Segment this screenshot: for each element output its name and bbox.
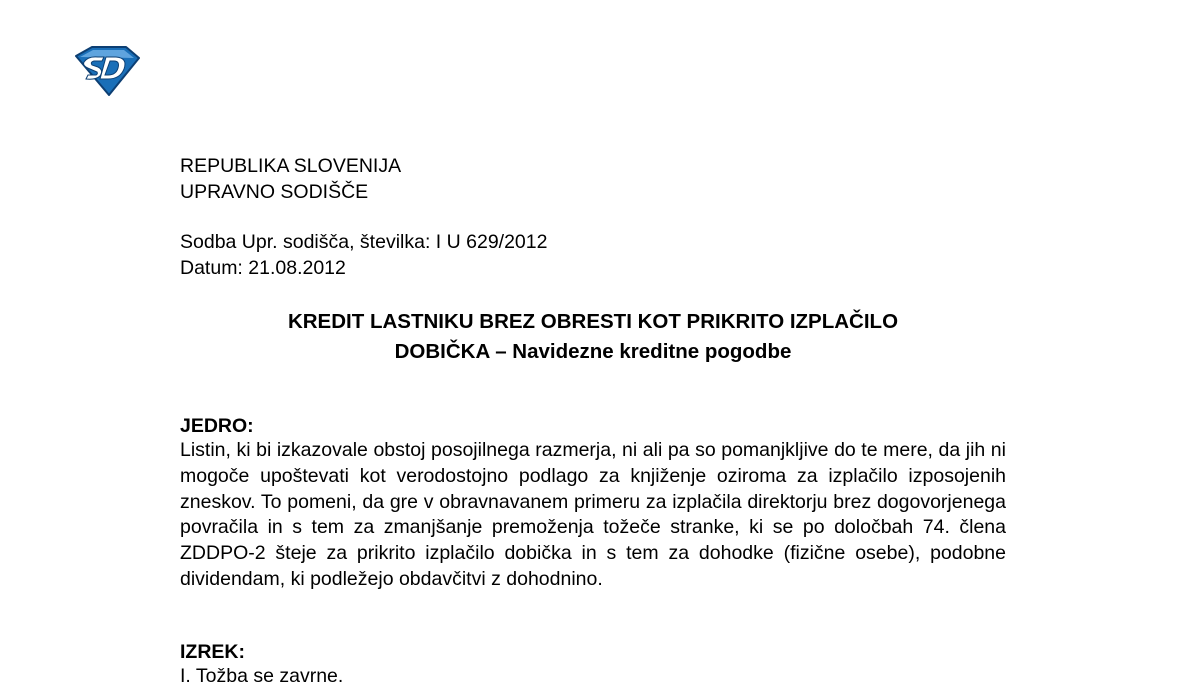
court-name: UPRAVNO SODIŠČE: [180, 181, 369, 203]
izrek-heading: IZREK:: [180, 641, 245, 663]
izrek-list: [180, 663, 343, 689]
document-title: [180, 307, 1006, 367]
jedro-heading: JEDRO:: [180, 415, 254, 437]
jedro-body: Listin, ki bi izkazovale obstoj posojilnega razmerja, ni ali pa so pomanjkljive do te mere, da jih ni mogoče upoštevati kot verodostojno podlago za knjiženje oziroma za izplačilo izposojenih zneskov. To pomeni, da gre v obravnavanem primeru za izplačila direktorju brez dogovorjenega povračila in s tem za zmanjšanje premoženja tožeče stranke, ki se po določbah 74. člena ZDDPO-2 šteje za prikrito izplačilo dobička in s tem za dohodke (fizične osebe), podobne dividendam, ki podležejo obdavčitvi z dohodnino.: [180, 439, 1006, 590]
case-metadata: [180, 229, 547, 281]
title-line-2: DOBIČKA – Navidezne kreditne pogodbe: [394, 340, 792, 363]
case-number: Sodba Upr. sodišča, številka: I U 629/2012: [180, 231, 548, 253]
court-shield-logo-icon: [70, 44, 142, 98]
izrek-item: I. Tožba se zavrne.: [180, 665, 344, 687]
country-name: REPUBLIKA SLOVENIJA: [180, 155, 402, 177]
judgment-date: Datum: 21.08.2012: [180, 257, 346, 279]
title-line-1: KREDIT LASTNIKU BREZ OBRESTI KOT PRIKRITO IZPLAČILO: [287, 310, 899, 333]
document-header: [180, 153, 401, 205]
